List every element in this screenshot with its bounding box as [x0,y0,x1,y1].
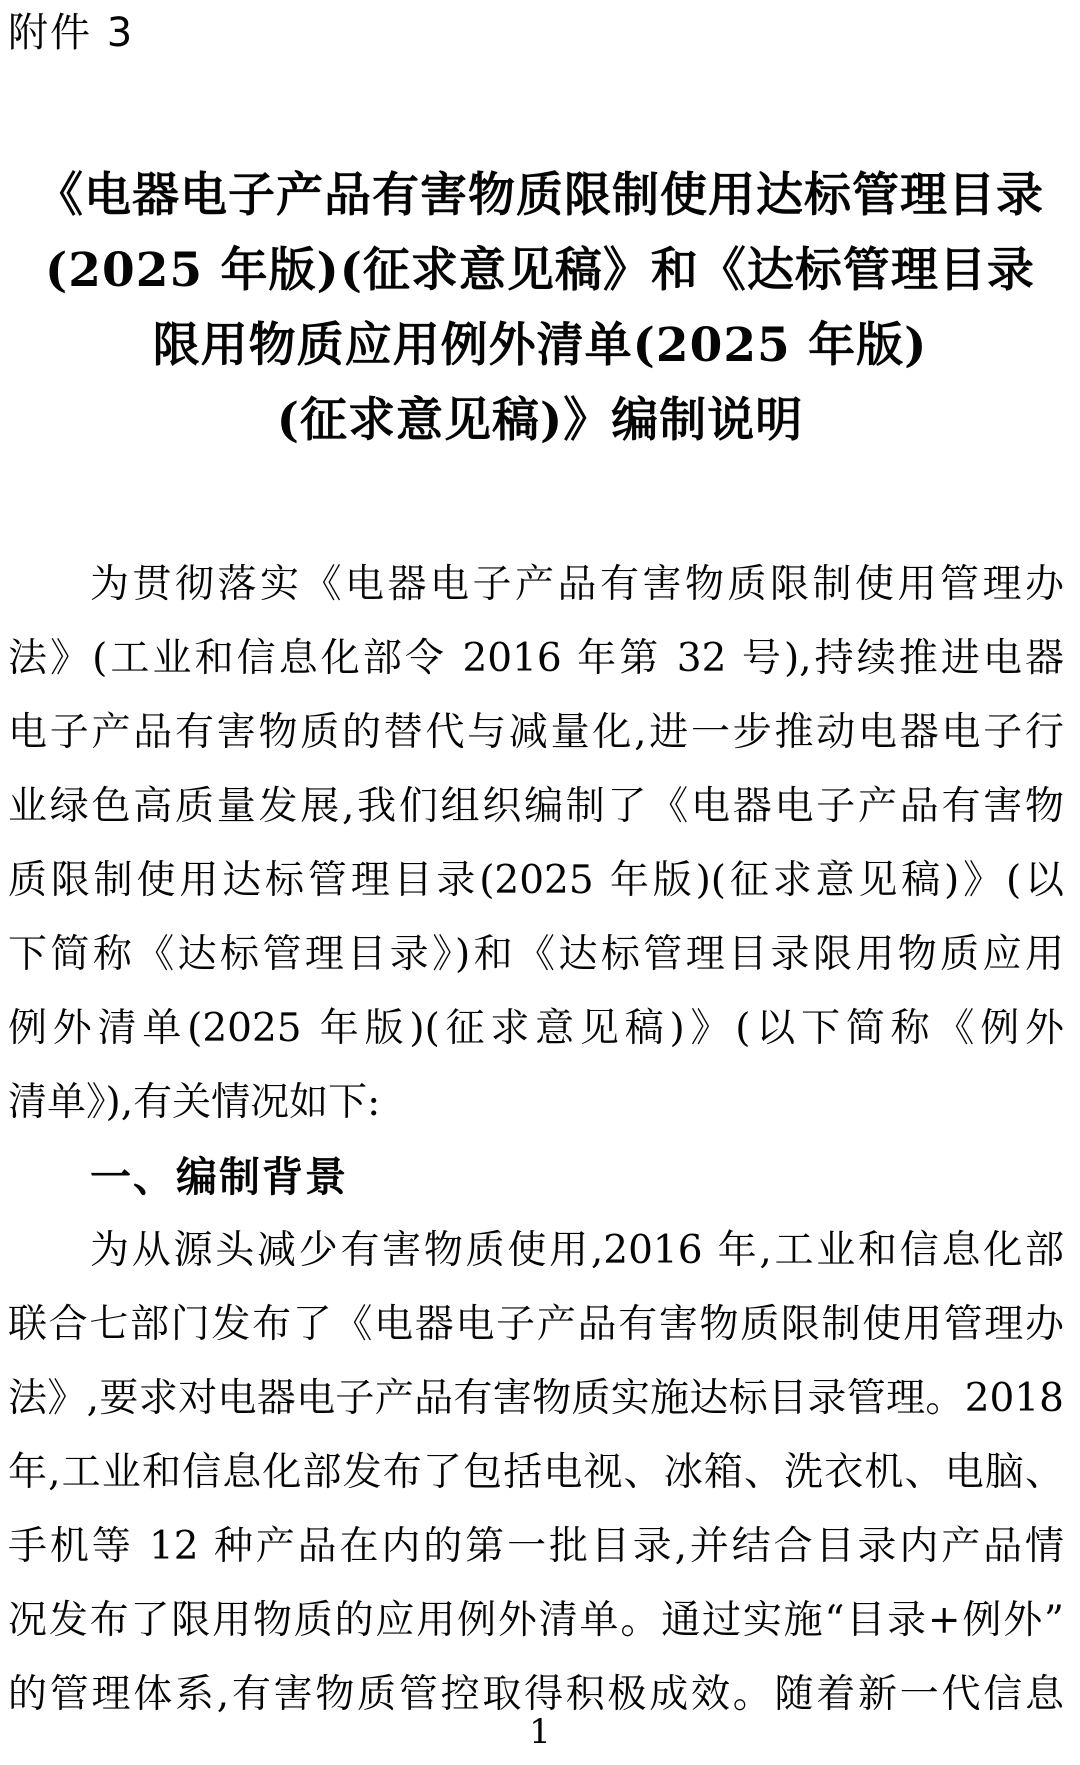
body-line: 联合七部门发布了《电器电子产品有害物质限制使用管理办 [8,1302,1064,1347]
body-line: 质限制使用达标管理目录(2025 年版)(征求意见稿)》(以 [8,858,1064,903]
body-line: 况发布了限用物质的应用例外清单。通过实施“目录+例外” [8,1598,1064,1643]
title-line: (2025 年版)(征求意见稿》和《达标管理目录 [45,243,1035,298]
body-line: 业绿色高质量发展,我们组织编制了《电器电子产品有害物 [8,784,1064,829]
body-line: 手机等 12 种产品在内的第一批目录,并结合目录内产品情 [8,1524,1064,1569]
title-line: 限用物质应用例外清单(2025 年版) [152,318,928,373]
title-line: 《电器电子产品有害物质限制使用达标管理目录 [36,168,1044,223]
document-title [0,158,1080,458]
body-line: 的管理体系,有害物质管控取得积极成效。随着新一代信息 [8,1672,1064,1717]
title-line: (征求意见稿)》编制说明 [276,393,804,448]
section-heading: 一、编制背景 [90,1153,348,1201]
body-line: 为贯彻落实《电器电子产品有害物质限制使用管理办 [90,562,1064,607]
body-line: 下简称《达标管理目录》)和《达标管理目录限用物质应用 [8,932,1064,977]
body-line: 例外清单(2025 年版)(征求意见稿)》(以下简称《例外 [8,1006,1064,1051]
document-body [8,548,1064,1732]
body-line: 法》,要求对电器电子产品有害物质实施达标目录管理。2018 [8,1376,1064,1421]
attachment-label: 附件 3 [8,10,135,56]
body-line: 为从源头减少有害物质使用,2016 年,工业和信息化部 [90,1228,1064,1273]
body-line: 电子产品有害物质的替代与减量化,进一步推动电器电子行 [8,710,1064,755]
body-line: 年,工业和信息化部发布了包括电视、冰箱、洗衣机、电脑、 [8,1450,1064,1495]
body-line: 法》(工业和信息化部令 2016 年第 32 号),持续推进电器 [8,636,1064,681]
body-line: 清单》),有关情况如下: [8,1080,381,1125]
page-number: 1 [529,1712,551,1752]
